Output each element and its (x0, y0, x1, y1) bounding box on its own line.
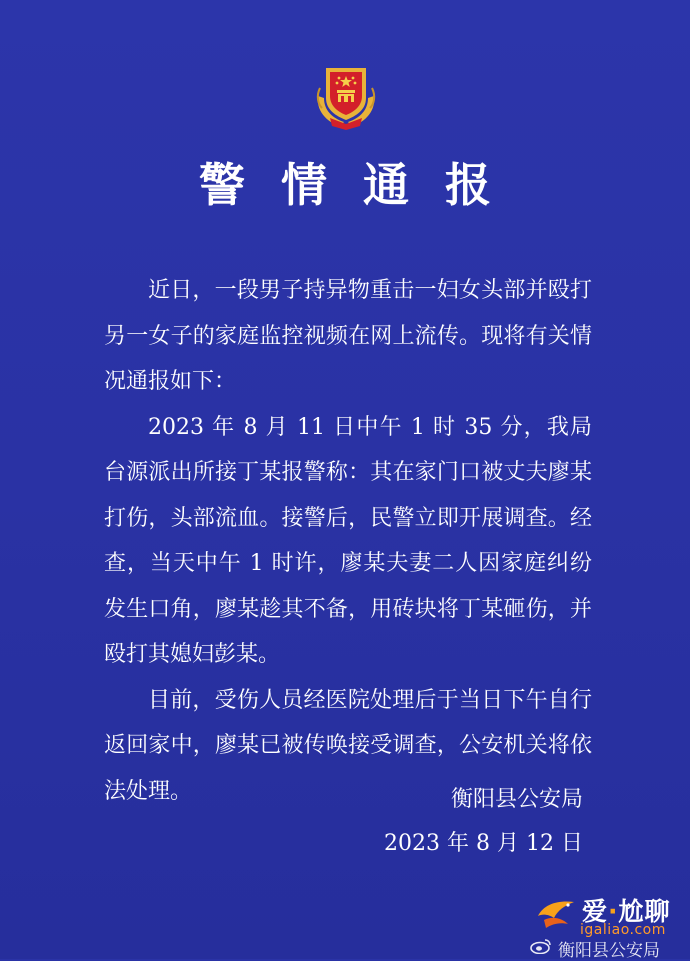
paragraph-details: 2023 年 8 月 11 日中午 1 时 35 分，我局台源派出所接丁某报警称：其在家门口被丈夫廖某打伤，头部流血。接警后，民警立即开展调查。经查，当天中午 1 时许，廖某夫妻二人因家庭纠纷发生口角，廖某趁其不备，用砖块将丁某砸伤，并殴打其媳妇彭某。 (104, 414, 592, 667)
weibo-icon (530, 938, 552, 954)
police-emblem-icon (310, 58, 382, 132)
notice-title: 警情通报 (199, 158, 527, 212)
signature-organization: 衡阳县公安局 (450, 787, 583, 812)
watermark-url: igaliao.com (580, 922, 666, 938)
paragraph-intro: 近日，一段男子持异物重击一妇女头部并殴打另一女子的家庭监控视频在网上流传。现将有关情况通报如下： (104, 278, 592, 394)
watermark-account: 衡阳县公安局 (558, 941, 660, 961)
signature-block (384, 778, 583, 866)
notice-body (104, 268, 592, 814)
site-watermark (528, 892, 688, 961)
bird-logo-icon (534, 894, 578, 930)
paragraph-status: 目前，受伤人员经医院处理后于当日下午自行返回家中，廖某已被传唤接受调查，公安机关将依法处理。 (104, 687, 592, 804)
signature-date: 2023 年 8 月 12 日 (384, 831, 583, 856)
watermark-brand: 爱·尬聊 (582, 897, 671, 926)
